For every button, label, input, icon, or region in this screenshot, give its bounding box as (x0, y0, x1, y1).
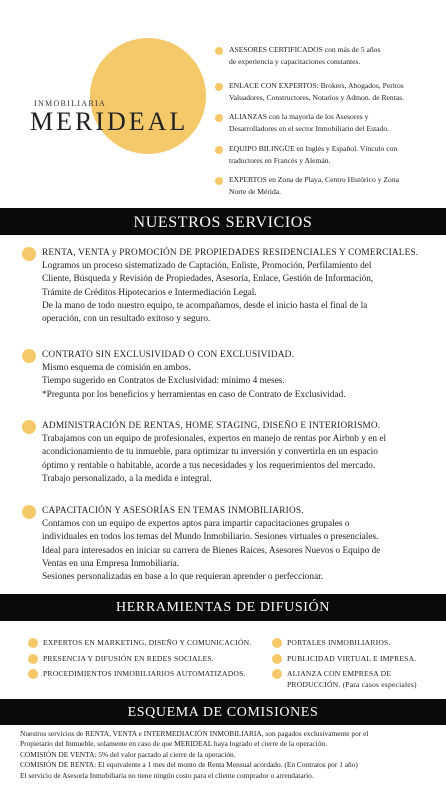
bullet-icon (28, 638, 38, 648)
tool-item: ALIANZA CON EMPRESA DE PRODUCCIÓN. (Para casos especiales) (272, 668, 417, 690)
highlight-item: EXPERTOS en Zona de Playa, Centro Histórico y Zona Norte de Mérida. (215, 174, 439, 197)
service-title: CAPACITACIÓN Y ASESORÍAS EN TEMAS INMOBILIARIOS. (42, 506, 304, 516)
highlight-item: ALIANZAS con la mayoría de los Asesores y Desarrolladores en el sector Inmobiliario del Estado. (215, 111, 439, 134)
commissions-text: Nuestros servicios de RENTA, VENTA e INTERMEDIACIÓN INMOBILIARIA, son pagados exclusivamente por el Propietario del Inmueble, solamente en caso de que MERIDEAL haya logrado el cierre de la operación. COMISIÓN DE VENTA: 5% del valor pactado al cierre de la operación. COMISIÓN DE RENTA: El equivalente a 1 mes del monto de Renta Mensual acordado. (En Contratos por 1 año) El servicio de Asesoría Inmobiliaria no tiene ningún costo para el cliente comprador o arrendatario. (20, 729, 369, 780)
service-title: CONTRATO SIN EXCLUSIVIDAD O CON EXCLUSIVIDAD. (42, 350, 295, 360)
tool-item: PROCEDIMIENTOS INMOBILIARIOS AUTOMATIZADOS. (28, 668, 246, 679)
tool-item: PORTALES INMOBILIARIOS. (272, 637, 391, 648)
highlight-item: ENLACE CON EXPERTOS: Brokers, Abogados, Peritos Valuadores, Constructores, Notarios y Admon. de Rentas. (215, 80, 439, 103)
section-title-tools: HERRAMIENTAS DE DIFUSIÓN (0, 594, 446, 621)
bullet-icon (28, 654, 38, 664)
bullet-icon (22, 420, 36, 434)
bullet-icon (215, 83, 223, 91)
logo-name: MERIDEAL (30, 107, 189, 136)
service-item: ADMINISTRACIÓN DE RENTAS, HOME STAGING, DISEÑO E INTERIORISMO. Trabajamos con un equipo de profesionales, expertos en manejo de rentas por Airbnb y en el acondicionamiento de tu inmueble, para optimizar tu inversión y convertirla en un espacio óptimo y rentable o habitable, acorde a tus necesidades y los requerimientos del mercado. Trabajo personalizado, a la medida e integral. (22, 420, 436, 486)
service-title: ADMINISTRACIÓN DE RENTAS, HOME STAGING, DISEÑO E INTERIORISMO. (42, 421, 381, 431)
bullet-icon (272, 654, 282, 664)
tool-item: PRESENCIA Y DIFUSIÓN EN REDES SOCIALES. (28, 653, 214, 664)
bullet-icon (272, 669, 282, 679)
bullet-icon (215, 114, 223, 122)
logo-subtitle: INMOBILIARIA (34, 99, 107, 108)
bullet-icon (272, 638, 282, 648)
header (0, 0, 446, 205)
service-item: CONTRATO SIN EXCLUSIVIDAD O CON EXCLUSIVIDAD. Mismo esquema de comisión en ambos. Tiempo sugerido en Contratos de Exclusividad: mínimo 4 meses. *Pregunta por los beneficios y herramientas en caso de Contrato de Exclusividad. (22, 349, 436, 402)
bullet-icon (22, 247, 36, 261)
highlight-item: EQUIPO BILINGÜE en Inglés y Español. Vínculo con traductores en Francés y Alemán. (215, 143, 439, 166)
highlight-item: ASESORES CERTIFICADOS con más de 5 años de experiencia y capacitaciones constantes. (215, 44, 439, 67)
tool-item: EXPERTOS EN MARKETING, DISEÑO Y COMUNICACIÓN. (28, 637, 251, 648)
service-item: RENTA, VENTA y PROMOCIÓN DE PROPIEDADES RESIDENCIALES Y COMERCIALES. Logramos un proceso sistematizado de Captación, Enliste, Promoción, Perfilamiento del Cliente, Búsqueda y Revisión de Propiedades, Asesoría, Enlace, Gestión de Información, Trámite de Créditos Hipotecarios e Intermediación Legal. De la mano de todo nuestro equipo, te acompañamos, desde el inicio hasta el final de la operación, con un resultado exitoso y seguro. (22, 247, 436, 326)
bullet-icon (28, 669, 38, 679)
bullet-icon (22, 349, 36, 363)
section-title-commissions: ESQUEMA DE COMISIONES (0, 699, 446, 725)
tool-item: PUBLICIDAD VIRTUAL E IMPRESA. (272, 653, 416, 664)
bullet-icon (215, 47, 223, 55)
section-title-services: NUESTROS SERVICIOS (0, 208, 446, 235)
service-item: CAPACITACIÓN Y ASESORÍAS EN TEMAS INMOBILIARIOS. Contamos con un equipo de expertos aptos para impartir capacitaciones grupales o individuales en todos los temas del Mundo Inmobiliario. Sesiones virtuales o presenciales. Ideal para interesados en iniciar su carrera de Bienes Raíces, Asesores Nuevos o Equipo de Ventas en una Empresa Inmobiliaria. Sesiones personalizadas en base a lo que requieran aprender o perfeccionar. (22, 505, 436, 584)
bullet-icon (22, 505, 36, 519)
bullet-icon (215, 177, 223, 185)
bullet-icon (215, 146, 223, 154)
service-title: RENTA, VENTA y PROMOCIÓN DE PROPIEDADES RESIDENCIALES Y COMERCIALES. (42, 248, 419, 258)
